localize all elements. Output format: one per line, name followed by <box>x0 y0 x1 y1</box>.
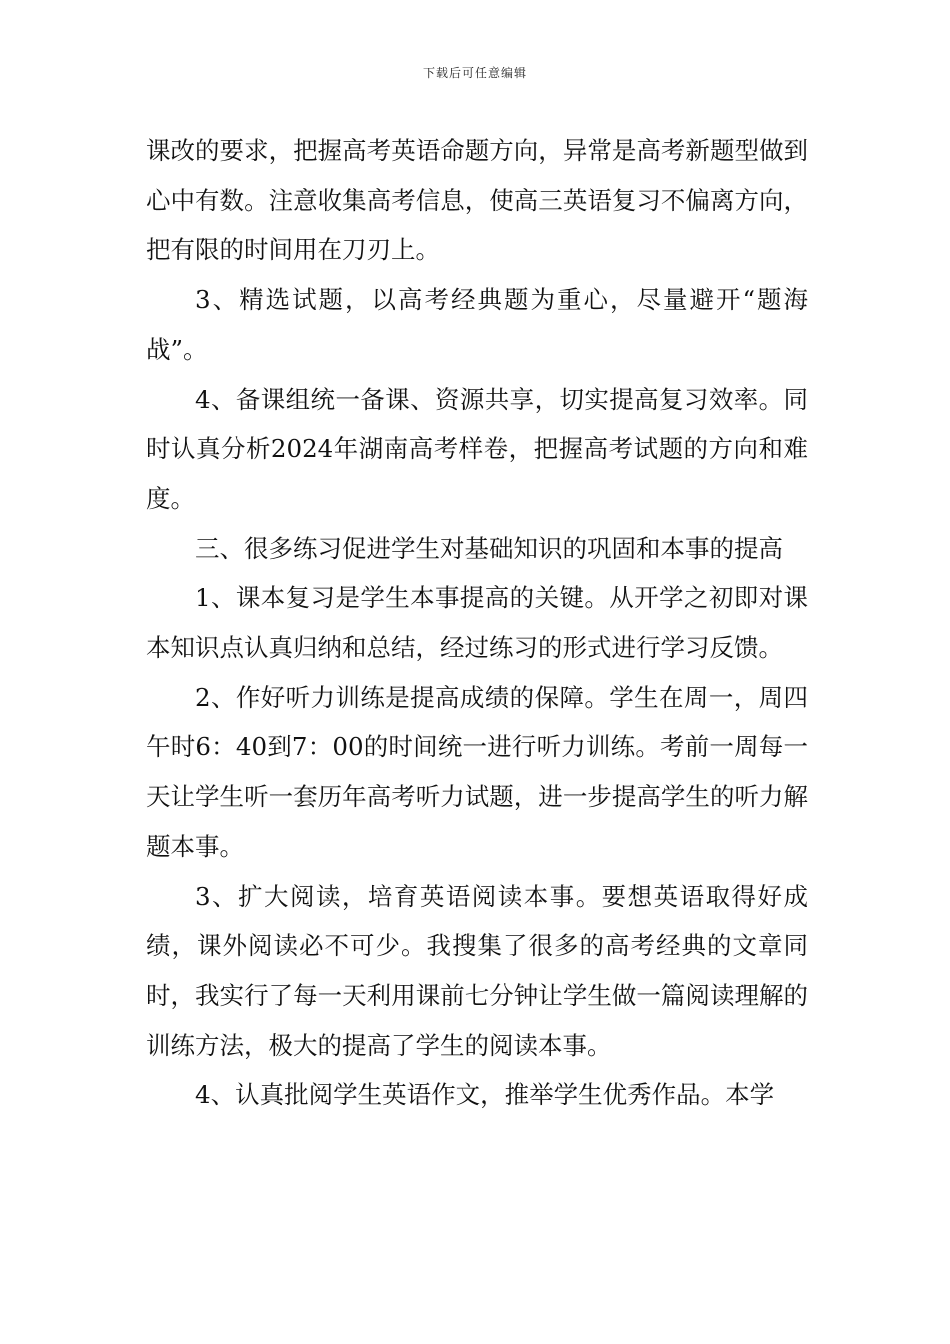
paragraph-item-3: 3、精选试题，以高考经典题为重心，尽量避开“题海战”。 <box>146 285 808 364</box>
page-header: 下载后可任意编辑 <box>422 66 527 80</box>
paragraph-continuation: 课改的要求，把握高考英语命题方向，异常是高考新题型做到心中有数。注意收集高考信息，使高三英语复习不偏离方向，把有限的时间用在刀刃上。 <box>146 136 808 265</box>
paragraph-item-3-reading: 3、扩大阅读，培育英语阅读本事。要想英语取得好成绩，课外阅读必不可少。我搜集了很多的高考经典的文章同时，我实行了每一天利用课前七分钟让学生做一篇阅读理解的训练方法，极大的提高了学生的阅读本事。 <box>146 881 808 1060</box>
paragraph-item-1: 1、课本复习是学生本事提高的关键。从开学之初即对课本知识点认真归纳和总结，经过练习的形式进行学习反馈。 <box>146 583 808 663</box>
paragraph-item-4: 4、备课组统一备课、资源共享，切实提高复习效率。同时认真分析2024年湖南高考样卷，把握高考试题的方向和难度。 <box>146 384 808 513</box>
paragraph-item-4-writing: 4、认真批阅学生英语作文，推举学生优秀作品。本学 <box>195 1080 775 1110</box>
section-heading-3: 三、很多练习促进学生对基础知识的巩固和本事的提高 <box>195 533 783 563</box>
paragraph-item-2: 2、作好听力训练是提高成绩的保障。学生在周一，周四午时6：40到7：00的时间统一进行听力训练。考前一周每一天让学生听一套历年高考听力试题，进一步提高学生的听力解题本事。 <box>146 682 808 861</box>
document-body <box>146 126 808 1120</box>
